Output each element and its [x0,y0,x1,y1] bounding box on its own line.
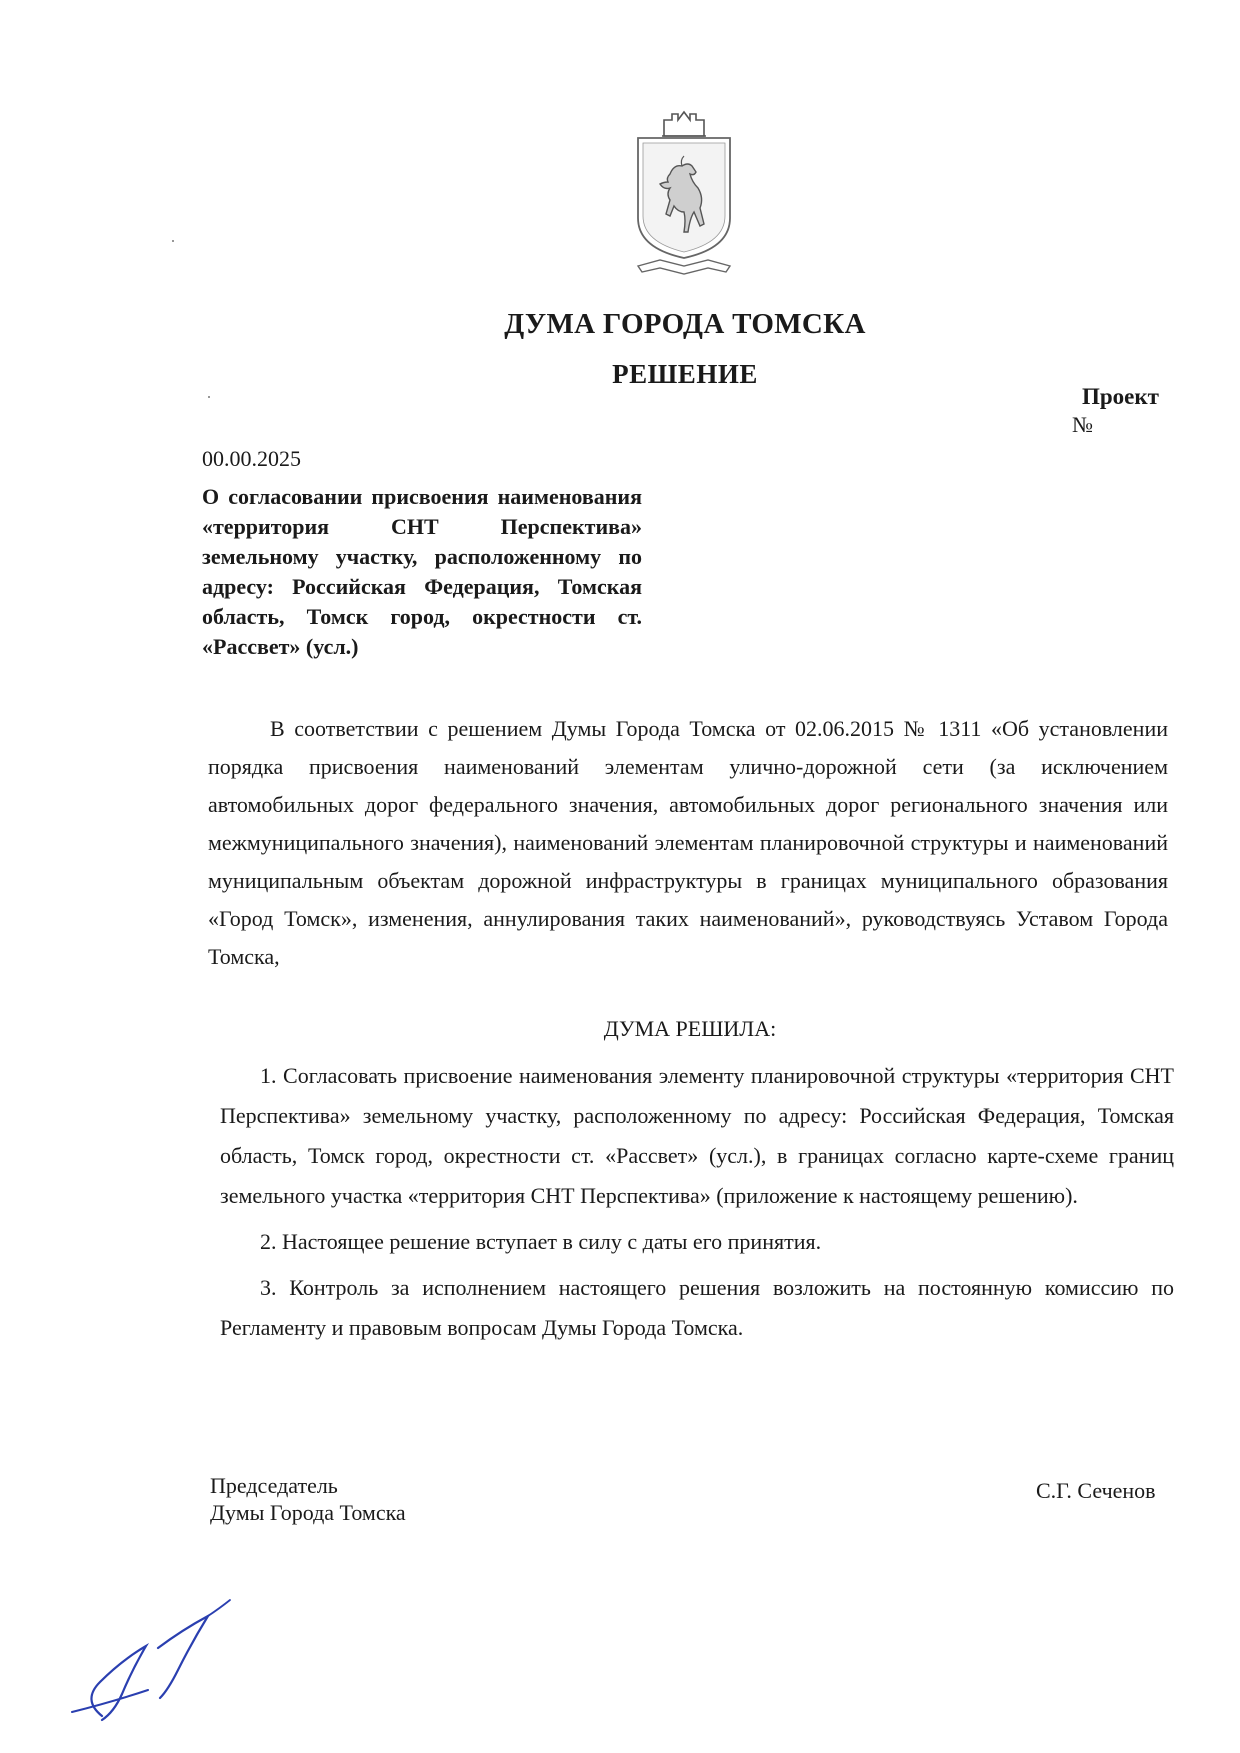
decision-items [220,1056,1174,1354]
tomsk-coat-of-arms-icon [630,108,738,280]
preamble-section [208,710,1168,976]
document-subject: О согласовании присвоения наименования «территория СНТ Перспектива» земельному участку, расположенному по адресу: Российская Федерация, Томская область, Томск город, окрестности ст. «Рассвет» (усл.) [202,484,642,659]
scan-speck [208,396,210,398]
signatory-position-line-1: Председатель [210,1473,338,1498]
document-type-heading: РЕШЕНИЕ [612,359,758,389]
signatory-name: С.Г. Сеченов [1036,1478,1156,1503]
preamble-paragraph: В соответствии с решением Думы Города Томска от 02.06.2015 № 1311 «Об установлении порядка присвоения наименований элементам улично-дорожной сети (за исключением автомобильных дорог федерального значения, автомобильных дорог регионального значения или межмуниципального значения), наименований элементам планировочной структуры и наименований муниципальным объектам дорожной инфраструктуры в границах муниципального образования «Город Томск», изменения, аннулирования таких наименований», руководствуясь Уставом Города Томска, [208,716,1168,969]
decision-item-2: 2. Настоящее решение вступает в силу с даты его принятия. [260,1229,822,1254]
decision-item-1: 1. Согласовать присвоение наименования элементу планировочной структуры «территория СНТ Перспектива» земельному участку, расположенному по адресу: Российская Федерация, Томская область, Томск город, окрестности ст. «Рассвет» (усл.), в границах согласно карте-схеме границ земельного участка «территория СНТ Перспектива» (приложение к настоящему решению). [220,1063,1174,1208]
organization-title: ДУМА ГОРОДА ТОМСКА [504,308,866,340]
signatory-position [210,1472,406,1526]
handwritten-signature-icon [62,1590,252,1730]
document-date: 00.00.2025 [202,446,301,471]
decided-heading: ДУМА РЕШИЛА: [603,1016,777,1041]
signatory-position-line-2: Думы Города Томска [210,1500,406,1525]
scan-speck [172,240,174,242]
decision-item-3: 3. Контроль за исполнением настоящего решения возложить на постоянную комиссию по Регламенту и правовым вопросам Думы Города Томска. [220,1275,1174,1340]
draft-number: № [1072,412,1093,437]
draft-label: Проект [1082,384,1159,409]
